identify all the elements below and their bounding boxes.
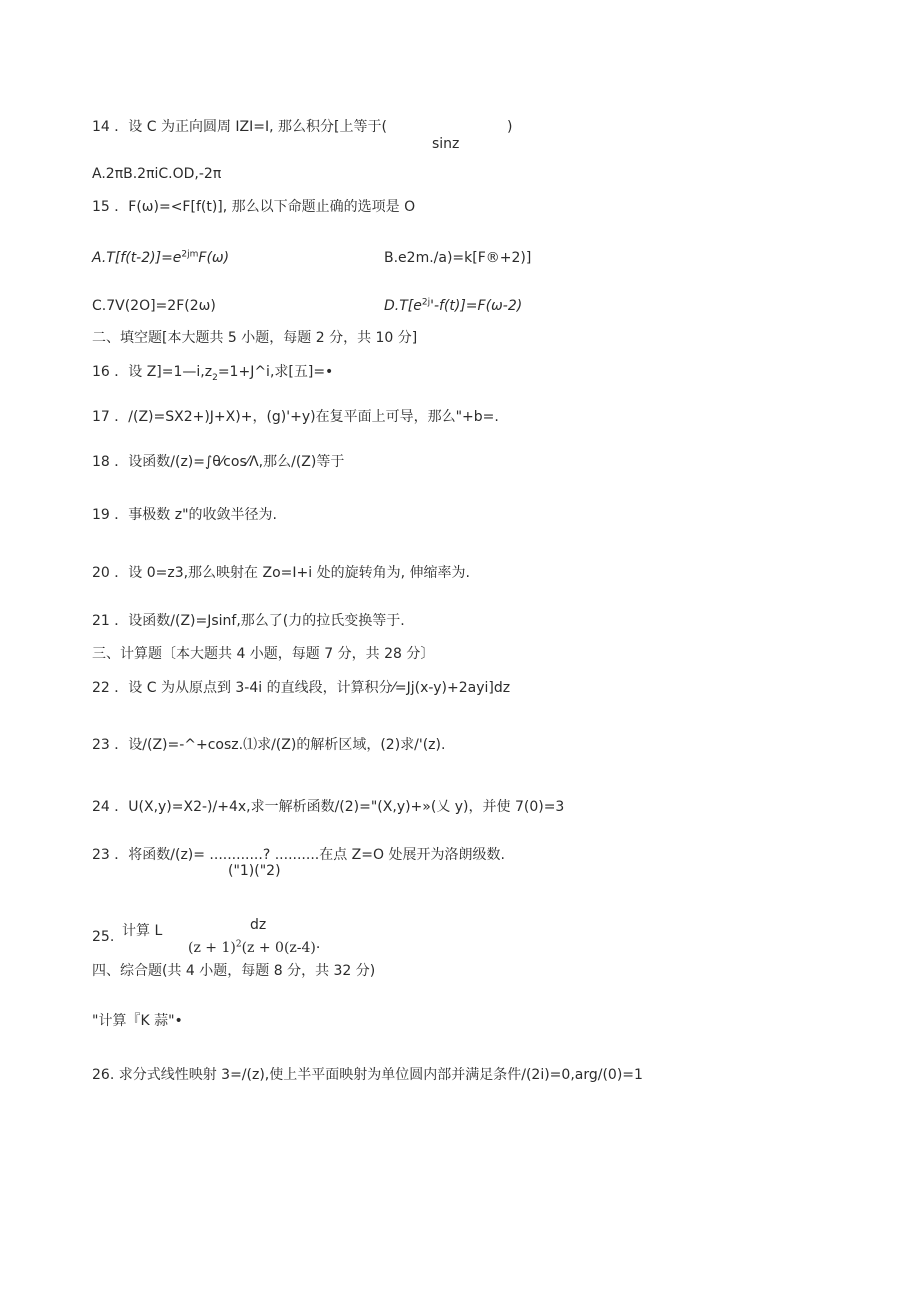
question-14-denominator: sinz: [432, 136, 460, 152]
section-4-heading: 四、综合题(共 4 小题，每题 8 分，共 32 分): [92, 963, 376, 979]
question-19: 19 ．事极数 z"的收敛半径为.: [92, 507, 277, 523]
question-23b-denominator: ("1)("2): [228, 863, 281, 879]
section-3-heading: 三、计算题〔本大题共 4 小题，每题 7 分，共 28 分〕: [92, 646, 435, 662]
question-16: 16 ．设 $Z]=1—i,z_2=1+J\^{}i$,求[五]=•: [92, 364, 334, 383]
question-25-number: 25.: [92, 929, 115, 945]
question-20: 20 ．设 0=z3,那么映射在 Zo=I+i 处的旋转角为, 伸缩率为.: [92, 565, 470, 581]
question-17: 17 ．/(Z)=SX2+)J+X)+，(g)'+y)在复平面上可导，那么"+b=.: [92, 409, 499, 425]
question-22: 22 ．设 C 为从原点到 3-4i 的直线段，计算积分⁄=Jj(x-y)+2ayi]dz: [92, 680, 511, 696]
question-14: 14 ．设 C 为正向圆周 IZI=I, 那么积分[上等于(: [92, 119, 387, 135]
question-23a: 23 ．设/(Z)=-^+cosz.⑴求/(Z)的解析区域，(2)求/'(z).: [92, 737, 446, 753]
question-14-options: A.2πB.2πiC.OD,-2π: [92, 166, 222, 182]
question-15-option-b: B.e2m./a)=k[F®+2)]: [384, 250, 532, 266]
question-21: 21 ．设函数/(Z)=Jsinf,那么了(力的拉氏变换等于.: [92, 613, 405, 629]
question-15-option-d: $D.T[e^{2j}'-f(t)]=F(\omega-2)$: [384, 297, 523, 314]
question-25-denominator: $(z + 1)^2(z + 0(z-4)\cdot$: [188, 939, 321, 956]
question-25-label: 计算 L: [122, 923, 163, 939]
question-23b: 23 ．将函数/(z)= ............? ..........在点 Z=O 处展开为洛朗级数.: [92, 847, 505, 863]
question-14-paren: ): [507, 119, 513, 135]
question-24: 24 ．U(X,y)=X2-)/+4x,求一解析函数/(2)="(X,y)+»(乂 y)，并使 7(0)=3: [92, 799, 565, 815]
question-26: 26. 求分式线性映射 3=/(z),使上半平面映射为单位圆内部并满足条件/(2i)=0,arg/(0)=1: [92, 1067, 643, 1083]
question-15: 15 ．F(ω)=<F[f(t)], 那么以下命题止确的选项是 O: [92, 199, 416, 215]
question-18: 18 ．设函数/(z)=∫θ⁄cos⁄Λ,那么/(Z)等于: [92, 454, 345, 470]
section-2-heading: 二、填空题[本大题共 5 小题，每题 2 分，共 10 分]: [92, 330, 418, 346]
question-25-numerator: dz: [250, 917, 267, 933]
question-15-option-c: C.7V(2O]=2F(2ω): [92, 298, 216, 314]
question-calc: "计算『K 蒜"•: [92, 1013, 183, 1029]
question-15-option-a: $A.T[f(t-2)]=e^{2jm}F(\omega)$: [92, 249, 230, 266]
